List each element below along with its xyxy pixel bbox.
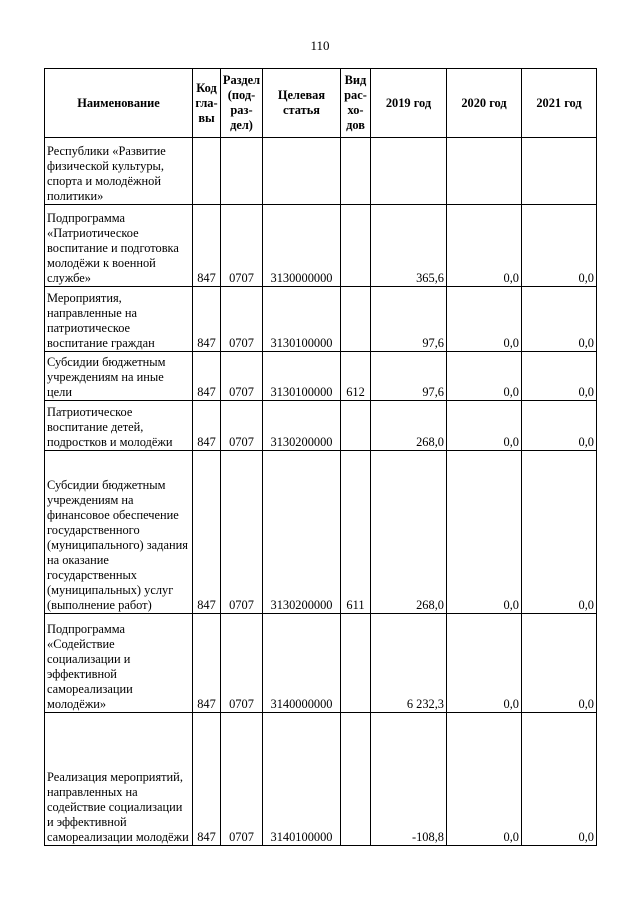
header-2021: 2021 год	[522, 69, 597, 138]
row-target: 3130100000	[263, 352, 341, 401]
row-section: 0707	[221, 352, 263, 401]
row-2020: 0,0	[447, 205, 522, 287]
row-expense	[341, 401, 371, 451]
row-expense: 612	[341, 352, 371, 401]
row-target: 3130100000	[263, 287, 341, 352]
row-name: Субсидии бюджетным учреждениям на финансовое обеспечение государственного (муниципального) задания на оказание государственных (муниципальных) услуг (выполнение работ)	[45, 451, 193, 614]
row-2020: 0,0	[447, 352, 522, 401]
row-2020: 0,0	[447, 713, 522, 846]
row-expense	[341, 614, 371, 713]
header-expense: Вид рас-хо-дов	[341, 69, 371, 138]
table-row	[45, 451, 597, 614]
row-2020: 0,0	[447, 614, 522, 713]
header-section: Раздел (под-раз-дел)	[221, 69, 263, 138]
row-2020	[447, 138, 522, 205]
table-row	[45, 352, 597, 401]
table-row	[45, 138, 597, 205]
row-2020: 0,0	[447, 451, 522, 614]
table-row	[45, 287, 597, 352]
row-2021: 0,0	[522, 451, 597, 614]
row-code: 847	[193, 451, 221, 614]
row-section	[221, 138, 263, 205]
row-2021: 0,0	[522, 352, 597, 401]
table-row	[45, 401, 597, 451]
row-name: Реализация мероприятий, направленных на содействие социализации и эффективной самореализации молодёжи	[45, 713, 193, 846]
row-2021: 0,0	[522, 713, 597, 846]
row-2021: 0,0	[522, 287, 597, 352]
row-section: 0707	[221, 401, 263, 451]
row-2019	[371, 138, 447, 205]
row-target: 3140000000	[263, 614, 341, 713]
page-number: 110	[310, 38, 330, 53]
row-code	[193, 138, 221, 205]
row-expense	[341, 205, 371, 287]
header-2020: 2020 год	[447, 69, 522, 138]
budget-table	[44, 68, 597, 846]
row-2019: 268,0	[371, 451, 447, 614]
row-section: 0707	[221, 451, 263, 614]
table-row	[45, 713, 597, 846]
row-2019: 97,6	[371, 287, 447, 352]
row-name: Подпрограмма «Содействие социализации и эффективной самореализации молодёжи»	[45, 614, 193, 713]
row-2019: 365,6	[371, 205, 447, 287]
row-target: 3130200000	[263, 401, 341, 451]
row-code: 847	[193, 614, 221, 713]
row-name: Субсидии бюджетным учреждениям на иные цели	[45, 352, 193, 401]
row-2019: -108,8	[371, 713, 447, 846]
row-code: 847	[193, 352, 221, 401]
row-name: Республики «Развитие физической культуры, спорта и молодёжной политики»	[45, 138, 193, 205]
table-row	[45, 205, 597, 287]
header-target: Целевая статья	[263, 69, 341, 138]
table-row	[45, 614, 597, 713]
row-2021: 0,0	[522, 205, 597, 287]
row-expense	[341, 713, 371, 846]
row-expense	[341, 287, 371, 352]
row-code: 847	[193, 401, 221, 451]
row-target: 3130000000	[263, 205, 341, 287]
row-2019: 6 232,3	[371, 614, 447, 713]
row-name: Патриотическое воспитание детей, подростков и молодёжи	[45, 401, 193, 451]
row-code: 847	[193, 205, 221, 287]
row-target	[263, 138, 341, 205]
row-2019: 97,6	[371, 352, 447, 401]
row-section: 0707	[221, 713, 263, 846]
row-expense	[341, 138, 371, 205]
row-name: Подпрограмма «Патриотическое воспитание и подготовка молодёжи к военной службе»	[45, 205, 193, 287]
header-name: Наименование	[45, 69, 193, 138]
row-section: 0707	[221, 287, 263, 352]
row-2021	[522, 138, 597, 205]
row-code: 847	[193, 713, 221, 846]
row-target: 3130200000	[263, 451, 341, 614]
row-expense: 611	[341, 451, 371, 614]
row-section: 0707	[221, 614, 263, 713]
header-2019: 2019 год	[371, 69, 447, 138]
row-2020: 0,0	[447, 401, 522, 451]
row-2020: 0,0	[447, 287, 522, 352]
header-row	[45, 69, 597, 138]
row-2021: 0,0	[522, 401, 597, 451]
row-section: 0707	[221, 205, 263, 287]
row-2021: 0,0	[522, 614, 597, 713]
row-2019: 268,0	[371, 401, 447, 451]
row-name: Мероприятия, направленные на патриотическое воспитание граждан	[45, 287, 193, 352]
row-code: 847	[193, 287, 221, 352]
row-target: 3140100000	[263, 713, 341, 846]
header-code: Код гла-вы	[193, 69, 221, 138]
